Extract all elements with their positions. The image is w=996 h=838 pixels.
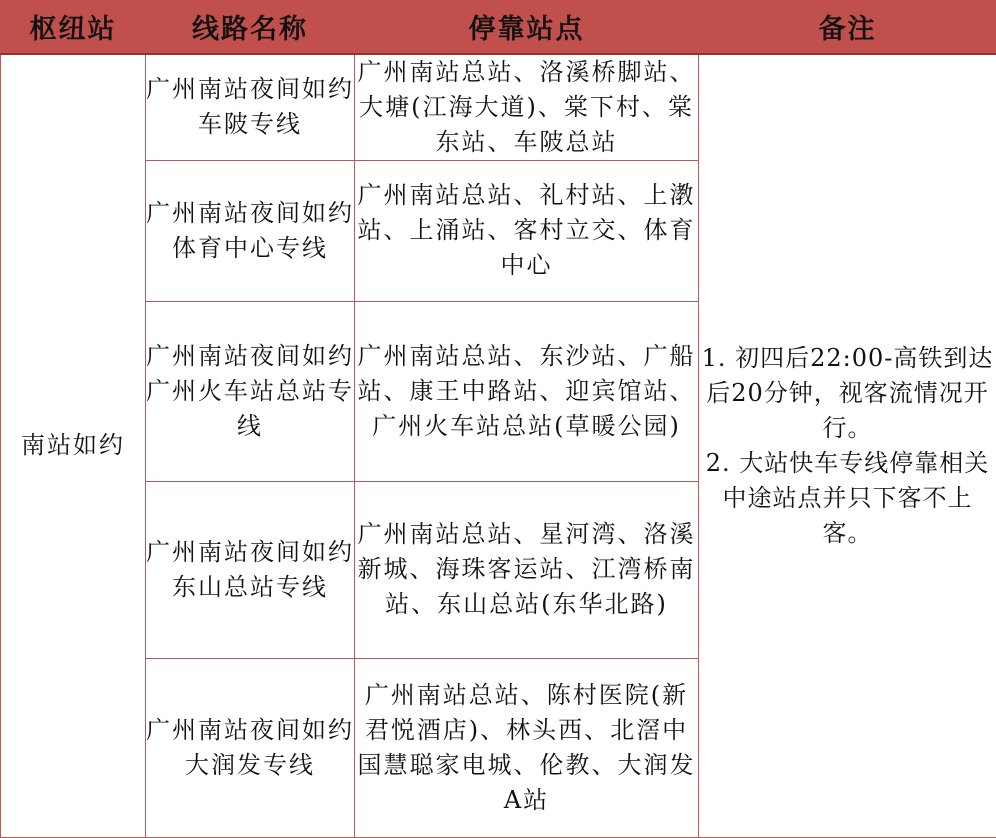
header-hub: 枢纽站 (1, 1, 146, 54)
note-item: 1. 初四后22:00-高铁到达后20分钟，视客流情况开行。 (699, 341, 996, 446)
line-name-cell: 广州南站夜间如约东山总站专线 (146, 481, 355, 658)
stops-cell: 广州南站总站、礼村站、上漖站、上涌站、客村立交、体育中心 (355, 160, 699, 301)
header-stops: 停靠站点 (355, 1, 699, 54)
table-header-row (1, 1, 996, 54)
note-item: 2. 大站快车专线停靠相关中途站点并只下客不上客。 (699, 446, 996, 551)
line-name-cell: 广州南站夜间如约大润发专线 (146, 658, 355, 837)
header-line-name: 线路名称 (146, 1, 355, 54)
stops-cell: 广州南站总站、东沙站、广船站、康王中路站、迎宾馆站、广州火车站总站(草暖公园) (355, 301, 699, 481)
line-name-cell: 广州南站夜间如约体育中心专线 (146, 160, 355, 301)
note-cell (699, 54, 996, 838)
hub-cell: 南站如约 (1, 54, 146, 838)
stops-cell: 广州南站总站、陈村医院(新君悦酒店)、林头西、北滘中国慧聪家电城、伦教、大润发A站 (355, 658, 699, 837)
line-name-cell: 广州南站夜间如约广州火车站总站专线 (146, 301, 355, 481)
line-name-cell: 广州南站夜间如约车陂专线 (146, 54, 355, 161)
header-note: 备注 (699, 1, 996, 54)
stops-cell: 广州南站总站、洛溪桥脚站、大塘(江海大道)、棠下村、棠东站、车陂总站 (355, 54, 699, 161)
stops-cell: 广州南站总站、星河湾、洛溪新城、海珠客运站、江湾桥南站、东山总站(东华北路) (355, 481, 699, 658)
table-row (1, 54, 996, 161)
